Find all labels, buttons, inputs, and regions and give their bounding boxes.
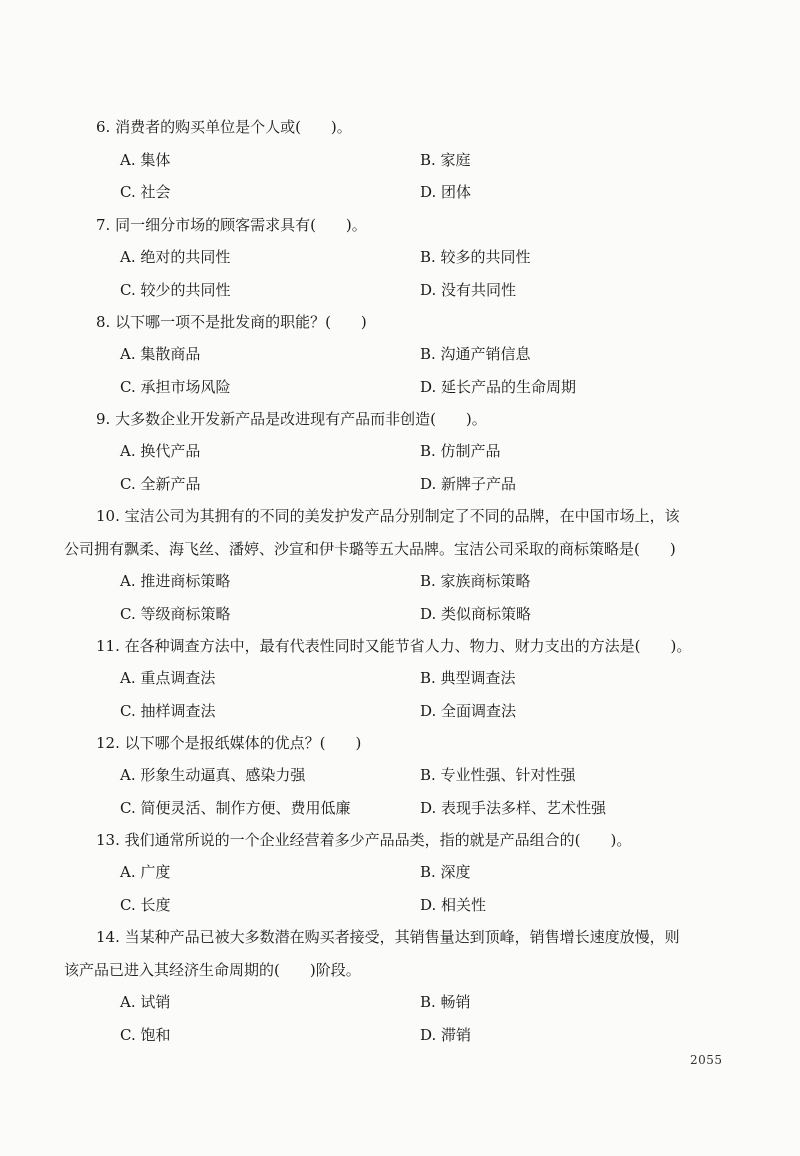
question-13-option-c: C. 长度 (120, 896, 171, 914)
question-13-option-d: D. 相关性 (420, 896, 487, 914)
question-8-option-c: C. 承担市场风险 (120, 378, 231, 396)
question-9-option-c: C. 全新产品 (120, 475, 201, 493)
question-14-option-c: C. 饱和 (120, 1026, 171, 1044)
question-7-option-b: B. 较多的共同性 (420, 248, 531, 266)
question-9-stem: 9. 大多数企业开发新产品是改进现有产品而非创造( )。 (96, 410, 487, 428)
question-6-option-a: A. 集体 (120, 151, 171, 169)
question-11-option-b: B. 典型调查法 (420, 669, 516, 687)
question-11-option-d: D. 全面调查法 (420, 702, 517, 720)
question-11-stem: 11. 在各种调查方法中，最有代表性同时又能节省人力、物力、财力支出的方法是( )。 (96, 637, 692, 655)
question-12-option-b: B. 专业性强、针对性强 (420, 766, 576, 784)
question-6-option-d: D. 团体 (420, 183, 472, 201)
question-11-option-c: C. 抽样调查法 (120, 702, 216, 720)
question-12-stem: 12. 以下哪个是报纸媒体的优点？( ) (96, 734, 362, 752)
question-14-option-a: A. 试销 (120, 993, 171, 1011)
question-10-stem-line-2: 公司拥有飘柔、海飞丝、潘婷、沙宣和伊卡璐等五大品牌。宝洁公司采取的商标策略是( ) (64, 540, 676, 558)
question-10-option-d: D. 类似商标策略 (420, 605, 532, 623)
question-7-stem: 7. 同一细分市场的顾客需求具有( )。 (96, 216, 367, 234)
question-10-stem-line-1: 10. 宝洁公司为其拥有的不同的美发护发产品分别制定了不同的品牌，在中国市场上，该 (96, 507, 680, 525)
question-8-option-b: B. 沟通产销信息 (420, 345, 531, 363)
question-6-option-b: B. 家庭 (420, 151, 471, 169)
question-7-option-d: D. 没有共同性 (420, 281, 517, 299)
question-8-stem: 8. 以下哪一项不是批发商的职能？( ) (96, 313, 367, 331)
question-12-option-a: A. 形象生动逼真、感染力强 (120, 766, 306, 784)
question-13-stem: 13. 我们通常所说的一个企业经营着多少产品品类，指的就是产品组合的( )。 (96, 831, 632, 849)
question-7-option-c: C. 较少的共同性 (120, 281, 231, 299)
question-11-option-a: A. 重点调查法 (120, 669, 216, 687)
question-8-option-a: A. 集散商品 (120, 345, 201, 363)
question-14-stem-line-1: 14. 当某种产品已被大多数潜在购买者接受，其销售量达到顶峰，销售增长速度放慢，则 (96, 928, 680, 946)
question-10-option-c: C. 等级商标策略 (120, 605, 231, 623)
question-10-option-b: B. 家族商标策略 (420, 572, 531, 590)
question-6-option-c: C. 社会 (120, 183, 171, 201)
question-13-option-a: A. 广度 (120, 863, 171, 881)
question-13-option-b: B. 深度 (420, 863, 471, 881)
question-14-option-b: B. 畅销 (420, 993, 471, 1011)
question-8-option-d: D. 延长产品的生命周期 (420, 378, 577, 396)
page-number: 2055 (690, 1053, 723, 1067)
question-6-stem: 6. 消费者的购买单位是个人或( )。 (96, 118, 352, 136)
question-12-option-c: C. 简便灵活、制作方便、费用低廉 (120, 799, 351, 817)
question-14-stem-line-2: 该产品已进入其经济生命周期的( )阶段。 (64, 961, 361, 979)
question-9-option-a: A. 换代产品 (120, 442, 201, 460)
question-7-option-a: A. 绝对的共同性 (120, 248, 231, 266)
question-9-option-b: B. 仿制产品 (420, 442, 501, 460)
question-12-option-d: D. 表现手法多样、艺术性强 (420, 799, 607, 817)
question-9-option-d: D. 新牌子产品 (420, 475, 517, 493)
question-14-option-d: D. 滞销 (420, 1026, 472, 1044)
question-10-option-a: A. 推进商标策略 (120, 572, 231, 590)
